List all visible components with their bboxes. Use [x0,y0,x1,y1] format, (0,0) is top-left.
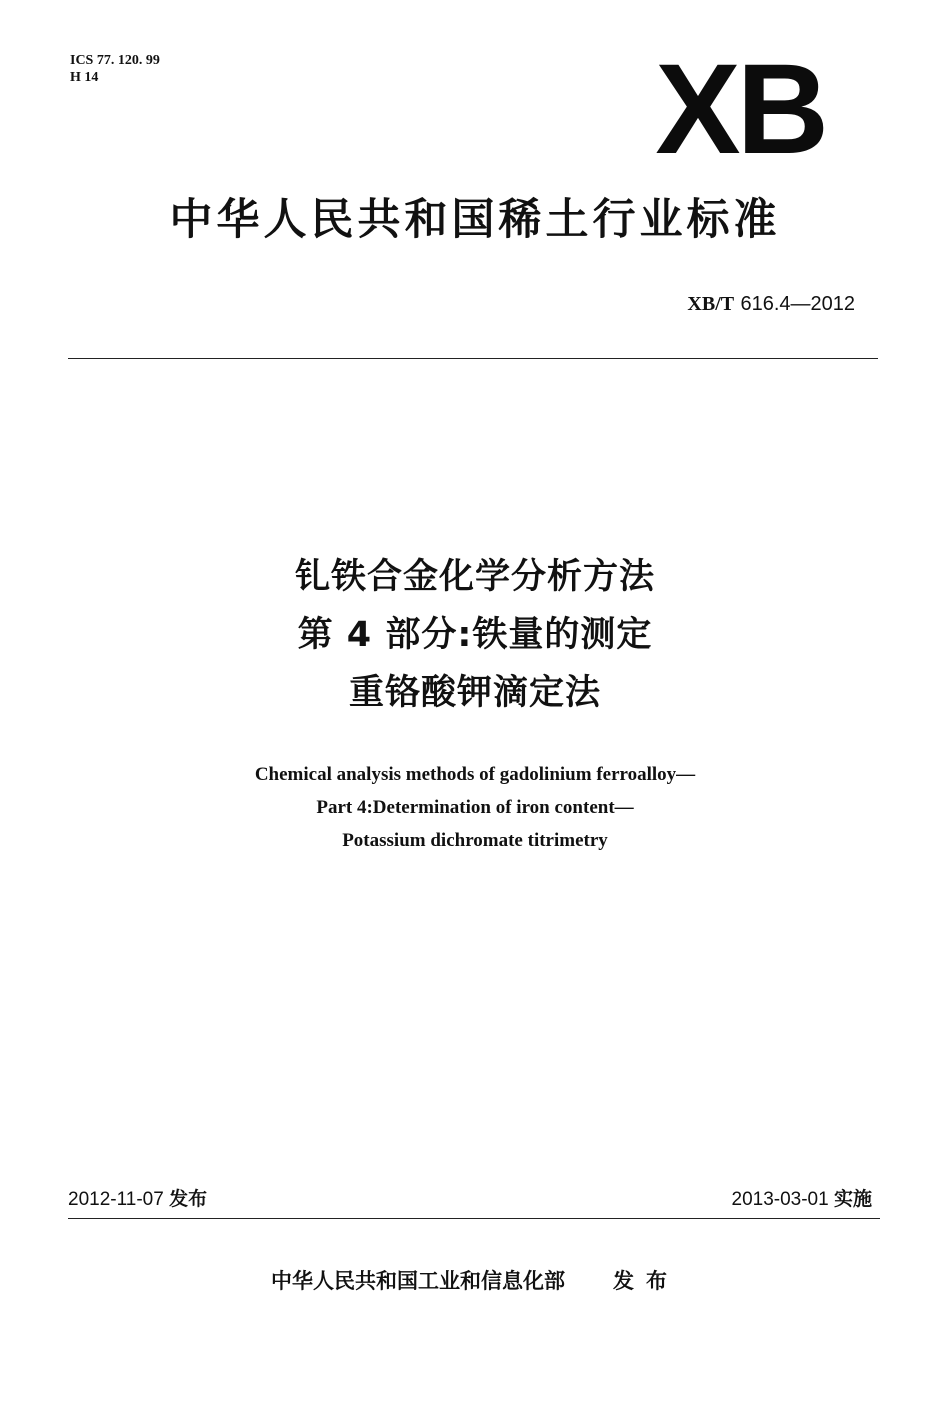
chinese-title-line-1: 钆铁合金化学分析方法 [294,557,655,597]
chinese-title-line-3: 重铬酸钾滴定法 [348,673,601,713]
top-divider [68,358,878,359]
implementation-date-value: 2013-03-01 [731,1189,829,1210]
xb-logo: XB [655,38,825,181]
bottom-divider [68,1218,880,1219]
publish-action: 发布 [613,1269,679,1293]
english-title-line-2: Part 4:Determination of iron content— [316,797,634,818]
publisher-line [0,1266,950,1296]
issue-date-label: 发布 [169,1188,208,1210]
implementation-date [732,1186,873,1213]
english-title-line-1: Chemical analysis methods of gadolinium ferroalloy— [254,764,696,785]
ccs-code: H 14 [70,70,99,85]
implementation-date-label: 实施 [833,1188,872,1210]
publisher-name: 中华人民共和国工业和信息化部 [271,1269,565,1293]
english-title [0,758,950,857]
standard-number-value: 616.4—2012 [740,293,855,315]
issue-date-value: 2012-11-07 [68,1189,164,1210]
standard-number-prefix: XB/T [687,293,735,315]
classification-codes [70,52,160,86]
issue-date [68,1186,207,1213]
ics-code: ICS 77. 120. 99 [70,53,160,68]
chinese-title-line-2: 第 4 部分:铁量的测定 [297,615,653,655]
chinese-title [0,548,950,722]
standard-number [687,290,855,317]
english-title-line-3: Potassium dichromate titrimetry [342,830,608,851]
standard-category-name: 中华人民共和国稀土行业标准 [169,195,781,245]
